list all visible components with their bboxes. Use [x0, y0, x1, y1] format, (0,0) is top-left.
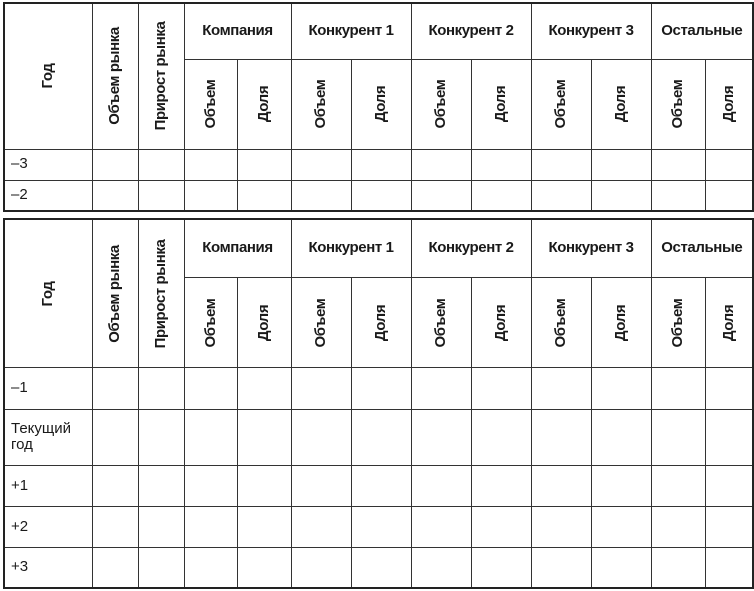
header-sub-volume: Объем — [411, 277, 471, 367]
header-group-competitor-1: Конкурент 1 — [291, 3, 411, 59]
table-cell[interactable] — [237, 548, 291, 588]
table-row — [4, 465, 753, 506]
table-cell[interactable] — [411, 507, 471, 548]
table-cell[interactable] — [291, 180, 351, 211]
table-cell[interactable] — [471, 465, 531, 506]
table-cell[interactable] — [705, 507, 753, 548]
table-cell[interactable] — [351, 465, 411, 506]
table-cell[interactable] — [237, 180, 291, 211]
table-cell[interactable] — [92, 149, 138, 180]
table-cell[interactable] — [184, 465, 237, 506]
table-cell[interactable] — [411, 465, 471, 506]
table-cell[interactable] — [651, 409, 705, 465]
table-cell[interactable] — [138, 507, 184, 548]
header-sub-share: Доля — [351, 277, 411, 367]
table-cell[interactable] — [138, 149, 184, 180]
table-cell[interactable] — [591, 149, 651, 180]
header-market-volume: Объем рынка — [92, 3, 138, 149]
table-cell[interactable] — [411, 409, 471, 465]
table-cell[interactable] — [591, 368, 651, 409]
table-row — [4, 409, 753, 465]
table-cell[interactable] — [351, 149, 411, 180]
table-cell[interactable] — [531, 368, 591, 409]
table-cell[interactable] — [291, 409, 351, 465]
table-cell[interactable] — [531, 548, 591, 588]
table-cell[interactable] — [531, 507, 591, 548]
table-cell[interactable] — [531, 149, 591, 180]
header-sub-volume: Объем — [291, 59, 351, 149]
header-sub-volume: Объем — [184, 277, 237, 367]
header-sub-share: Доля — [237, 277, 291, 367]
header-sub-volume: Объем — [651, 59, 705, 149]
table-cell[interactable] — [291, 548, 351, 588]
header-sub-volume: Объем — [411, 59, 471, 149]
table-cell[interactable] — [471, 507, 531, 548]
header-sub-volume: Объем — [531, 277, 591, 367]
table-cell[interactable] — [237, 465, 291, 506]
table-cell[interactable] — [591, 548, 651, 588]
table-cell[interactable] — [138, 409, 184, 465]
table-row — [4, 149, 753, 180]
table-cell[interactable] — [651, 149, 705, 180]
row-label-year: –1 — [4, 368, 92, 409]
table-cell[interactable] — [92, 368, 138, 409]
header-group-competitor-3: Конкурент 3 — [531, 3, 651, 59]
table-cell[interactable] — [291, 507, 351, 548]
table-cell[interactable] — [705, 409, 753, 465]
table-cell[interactable] — [651, 548, 705, 588]
row-label-year: –3 — [4, 149, 92, 180]
header-group-others: Остальные — [651, 219, 753, 277]
header-sub-share: Доля — [237, 59, 291, 149]
table-cell[interactable] — [237, 507, 291, 548]
header-group-competitor-1: Конкурент 1 — [291, 219, 411, 277]
table-cell[interactable] — [92, 409, 138, 465]
table-cell[interactable] — [138, 180, 184, 211]
header-year: Год — [4, 3, 92, 149]
table-cell[interactable] — [651, 180, 705, 211]
table-cell[interactable] — [471, 548, 531, 588]
header-sub-share: Доля — [351, 59, 411, 149]
table-cell[interactable] — [591, 180, 651, 211]
table-cell[interactable] — [705, 368, 753, 409]
table-cell[interactable] — [237, 368, 291, 409]
row-label-year: +2 — [4, 507, 92, 548]
table-cell[interactable] — [411, 149, 471, 180]
header-sub-volume: Объем — [291, 277, 351, 367]
header-market-growth: Прирост рынка — [138, 219, 184, 368]
header-market-growth: Прирост рынка — [138, 3, 184, 149]
table-cell[interactable] — [184, 149, 237, 180]
table-cell[interactable] — [291, 149, 351, 180]
header-group-company: Компания — [184, 3, 291, 59]
table-cell[interactable] — [138, 548, 184, 588]
table-cell[interactable] — [291, 368, 351, 409]
header-sub-volume: Объем — [531, 59, 591, 149]
header-group-competitor-2: Конкурент 2 — [411, 3, 531, 59]
header-group-competitor-3: Конкурент 3 — [531, 219, 651, 277]
table-cell[interactable] — [351, 507, 411, 548]
table-cell[interactable] — [92, 180, 138, 211]
table-cell[interactable] — [138, 465, 184, 506]
table-cell[interactable] — [651, 507, 705, 548]
table-cell[interactable] — [411, 180, 471, 211]
header-sub-share: Доля — [471, 277, 531, 367]
header-sub-share: Доля — [591, 59, 651, 149]
header-group-others: Остальные — [651, 3, 753, 59]
table-cell[interactable] — [471, 409, 531, 465]
row-label-year: +1 — [4, 465, 92, 506]
table-cell[interactable] — [92, 507, 138, 548]
market-table-forecast — [3, 218, 754, 589]
row-label-year: –2 — [4, 180, 92, 211]
table-cell[interactable] — [471, 149, 531, 180]
header-group-competitor-2: Конкурент 2 — [411, 219, 531, 277]
table-row — [4, 180, 753, 211]
table-cell[interactable] — [351, 180, 411, 211]
table-cell[interactable] — [411, 548, 471, 588]
table-cell[interactable] — [705, 149, 753, 180]
table-cell[interactable] — [92, 548, 138, 588]
table-cell[interactable] — [471, 368, 531, 409]
table-cell[interactable] — [591, 465, 651, 506]
header-sub-share: Доля — [471, 59, 531, 149]
table-cell[interactable] — [351, 368, 411, 409]
header-group-company: Компания — [184, 219, 291, 277]
table-row — [4, 507, 753, 548]
table-cell[interactable] — [184, 409, 237, 465]
market-table-past — [3, 2, 754, 212]
table-cell[interactable] — [531, 180, 591, 211]
table-cell[interactable] — [591, 409, 651, 465]
table-cell[interactable] — [531, 465, 591, 506]
table-cell[interactable] — [705, 465, 753, 506]
header-sub-share: Доля — [705, 277, 753, 367]
header-market-volume: Объем рынка — [92, 219, 138, 368]
header-sub-volume: Объем — [651, 277, 705, 367]
table-cell[interactable] — [651, 465, 705, 506]
table-cell[interactable] — [351, 409, 411, 465]
table-row — [4, 368, 753, 409]
header-sub-share: Доля — [591, 277, 651, 367]
table-cell[interactable] — [138, 368, 184, 409]
table-cell[interactable] — [651, 368, 705, 409]
table-row — [4, 548, 753, 588]
table-cell[interactable] — [184, 507, 237, 548]
header-year: Год — [4, 219, 92, 368]
table-cell[interactable] — [291, 465, 351, 506]
table-cell[interactable] — [705, 548, 753, 588]
table-cell[interactable] — [351, 548, 411, 588]
table-cell[interactable] — [92, 465, 138, 506]
table-cell[interactable] — [184, 548, 237, 588]
header-sub-volume: Объем — [184, 59, 237, 149]
row-label-year: Текущий год — [4, 409, 92, 465]
table-cell[interactable] — [411, 368, 471, 409]
table-cell[interactable] — [471, 180, 531, 211]
table-cell[interactable] — [531, 409, 591, 465]
table-cell[interactable] — [591, 507, 651, 548]
table-cell[interactable] — [184, 180, 237, 211]
row-label-year: +3 — [4, 548, 92, 588]
table-cell[interactable] — [705, 180, 753, 211]
table-cell[interactable] — [237, 409, 291, 465]
table-cell[interactable] — [237, 149, 291, 180]
header-sub-share: Доля — [705, 59, 753, 149]
table-cell[interactable] — [184, 368, 237, 409]
